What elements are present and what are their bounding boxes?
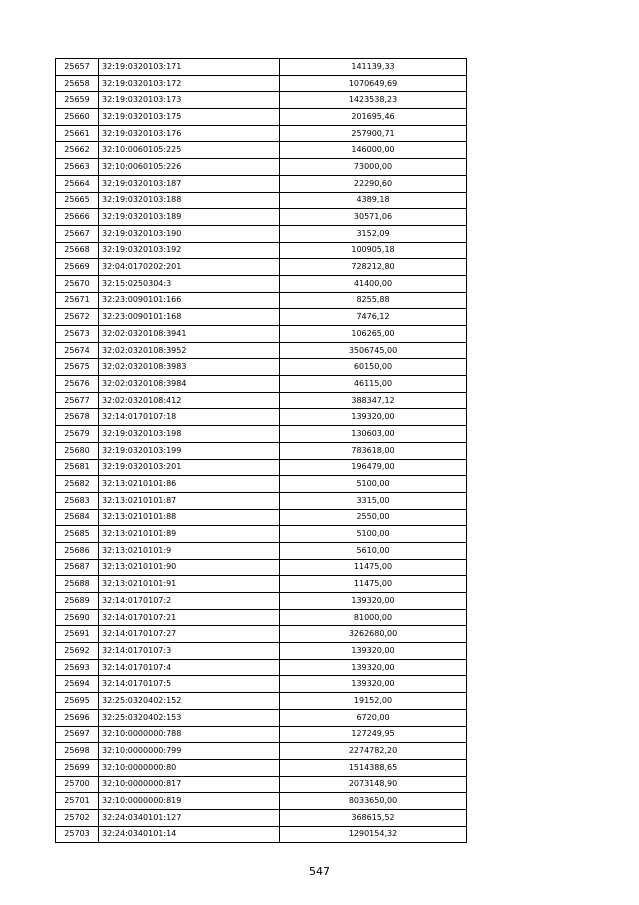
cadastral-number-cell: 32:13:0210101:86	[99, 476, 280, 493]
row-number-cell: 25701	[56, 793, 99, 810]
cadastral-number-cell: 32:14:0170107:2	[99, 593, 280, 610]
row-number-cell: 25680	[56, 442, 99, 459]
table-row	[56, 542, 467, 559]
row-number-cell: 25694	[56, 676, 99, 693]
value-cell: 196479,00	[280, 459, 467, 476]
table-row	[56, 492, 467, 509]
table-row	[56, 109, 467, 126]
table-row	[56, 743, 467, 760]
value-cell: 2550,00	[280, 509, 467, 526]
cadastral-number-cell: 32:25:0320402:153	[99, 709, 280, 726]
row-number-cell: 25688	[56, 576, 99, 593]
row-number-cell: 25666	[56, 209, 99, 226]
value-cell: 6720,00	[280, 709, 467, 726]
row-number-cell: 25665	[56, 192, 99, 209]
cadastral-number-cell: 32:02:0320108:3983	[99, 359, 280, 376]
row-number-cell: 25671	[56, 292, 99, 309]
value-cell: 388347,12	[280, 392, 467, 409]
value-cell: 11475,00	[280, 559, 467, 576]
row-number-cell: 25697	[56, 726, 99, 743]
cadastral-number-cell: 32:10:0060105:226	[99, 159, 280, 176]
cadastral-number-cell: 32:14:0170107:5	[99, 676, 280, 693]
row-number-cell: 25686	[56, 542, 99, 559]
row-number-cell: 25658	[56, 75, 99, 92]
page-number: 547	[309, 865, 330, 878]
value-cell: 3262680,00	[280, 626, 467, 643]
value-cell: 19152,00	[280, 693, 467, 710]
row-number-cell: 25674	[56, 342, 99, 359]
cadastral-number-cell: 32:19:0320103:190	[99, 225, 280, 242]
table-row	[56, 526, 467, 543]
cadastral-number-cell: 32:13:0210101:90	[99, 559, 280, 576]
table-row	[56, 326, 467, 343]
cadastral-number-cell: 32:19:0320103:192	[99, 242, 280, 259]
value-cell: 139320,00	[280, 676, 467, 693]
table-row	[56, 309, 467, 326]
table-row	[56, 59, 467, 76]
row-number-cell: 25673	[56, 326, 99, 343]
value-cell: 5100,00	[280, 526, 467, 543]
row-number-cell: 25689	[56, 593, 99, 610]
cadastral-number-cell: 32:02:0320108:412	[99, 392, 280, 409]
value-cell: 46115,00	[280, 376, 467, 393]
row-number-cell: 25698	[56, 743, 99, 760]
value-cell: 783618,00	[280, 442, 467, 459]
table-row	[56, 676, 467, 693]
cadastral-number-cell: 32:24:0340101:14	[99, 826, 280, 843]
table-row	[56, 426, 467, 443]
cadastral-number-cell: 32:10:0000000:80	[99, 759, 280, 776]
value-cell: 30571,06	[280, 209, 467, 226]
value-cell: 22290,60	[280, 175, 467, 192]
row-number-cell: 25659	[56, 92, 99, 109]
value-cell: 7476,12	[280, 309, 467, 326]
row-number-cell: 25683	[56, 492, 99, 509]
row-number-cell: 25678	[56, 409, 99, 426]
cadastral-number-cell: 32:13:0210101:89	[99, 526, 280, 543]
cadastral-number-cell: 32:19:0320103:187	[99, 175, 280, 192]
records-table-body	[56, 59, 467, 843]
table-row	[56, 709, 467, 726]
table-row	[56, 476, 467, 493]
table-row	[56, 593, 467, 610]
value-cell: 60150,00	[280, 359, 467, 376]
value-cell: 1514388,65	[280, 759, 467, 776]
value-cell: 728212,80	[280, 259, 467, 276]
cadastral-number-cell: 32:23:0090101:168	[99, 309, 280, 326]
cadastral-number-cell: 32:14:0170107:18	[99, 409, 280, 426]
table-row	[56, 726, 467, 743]
value-cell: 141139,33	[280, 59, 467, 76]
cadastral-number-cell: 32:19:0320103:171	[99, 59, 280, 76]
value-cell: 81000,00	[280, 609, 467, 626]
row-number-cell: 25669	[56, 259, 99, 276]
row-number-cell: 25692	[56, 643, 99, 660]
cadastral-number-cell: 32:10:0000000:819	[99, 793, 280, 810]
table-row	[56, 509, 467, 526]
cadastral-number-cell: 32:19:0320103:173	[99, 92, 280, 109]
table-row	[56, 826, 467, 843]
value-cell: 257900,71	[280, 125, 467, 142]
row-number-cell: 25662	[56, 142, 99, 159]
value-cell: 139320,00	[280, 643, 467, 660]
row-number-cell: 25681	[56, 459, 99, 476]
cadastral-number-cell: 32:19:0320103:175	[99, 109, 280, 126]
table-row	[56, 75, 467, 92]
cadastral-number-cell: 32:10:0000000:788	[99, 726, 280, 743]
cadastral-number-cell: 32:14:0170107:4	[99, 659, 280, 676]
cadastral-number-cell: 32:19:0320103:176	[99, 125, 280, 142]
row-number-cell: 25690	[56, 609, 99, 626]
value-cell: 1423538,23	[280, 92, 467, 109]
cadastral-number-cell: 32:19:0320103:172	[99, 75, 280, 92]
table-row	[56, 809, 467, 826]
table-row	[56, 225, 467, 242]
cadastral-number-cell: 32:15:0250304:3	[99, 275, 280, 292]
cadastral-number-cell: 32:02:0320108:3984	[99, 376, 280, 393]
value-cell: 3315,00	[280, 492, 467, 509]
table-row	[56, 459, 467, 476]
value-cell: 8033650,00	[280, 793, 467, 810]
row-number-cell: 25677	[56, 392, 99, 409]
value-cell: 8255,88	[280, 292, 467, 309]
value-cell: 2073148,90	[280, 776, 467, 793]
value-cell: 73000,00	[280, 159, 467, 176]
row-number-cell: 25691	[56, 626, 99, 643]
row-number-cell: 25695	[56, 693, 99, 710]
row-number-cell: 25670	[56, 275, 99, 292]
table-row	[56, 209, 467, 226]
row-number-cell: 25685	[56, 526, 99, 543]
table-row	[56, 659, 467, 676]
cadastral-number-cell: 32:02:0320108:3952	[99, 342, 280, 359]
table-row	[56, 125, 467, 142]
value-cell: 11475,00	[280, 576, 467, 593]
table-row	[56, 793, 467, 810]
cadastral-number-cell: 32:24:0340101:127	[99, 809, 280, 826]
table-row	[56, 192, 467, 209]
row-number-cell: 25693	[56, 659, 99, 676]
row-number-cell: 25663	[56, 159, 99, 176]
value-cell: 146000,00	[280, 142, 467, 159]
value-cell: 3506745,00	[280, 342, 467, 359]
value-cell: 100905,18	[280, 242, 467, 259]
value-cell: 4389,18	[280, 192, 467, 209]
value-cell: 41400,00	[280, 275, 467, 292]
row-number-cell: 25676	[56, 376, 99, 393]
cadastral-number-cell: 32:19:0320103:198	[99, 426, 280, 443]
row-number-cell: 25675	[56, 359, 99, 376]
cadastral-number-cell: 32:19:0320103:201	[99, 459, 280, 476]
table-row	[56, 92, 467, 109]
row-number-cell: 25668	[56, 242, 99, 259]
row-number-cell: 25679	[56, 426, 99, 443]
value-cell: 139320,00	[280, 659, 467, 676]
table-row	[56, 576, 467, 593]
cadastral-number-cell: 32:14:0170107:3	[99, 643, 280, 660]
row-number-cell: 25687	[56, 559, 99, 576]
cadastral-number-cell: 32:02:0320108:3941	[99, 326, 280, 343]
table-row	[56, 359, 467, 376]
row-number-cell: 25657	[56, 59, 99, 76]
row-number-cell: 25700	[56, 776, 99, 793]
cadastral-number-cell: 32:19:0320103:199	[99, 442, 280, 459]
row-number-cell: 25672	[56, 309, 99, 326]
value-cell: 5100,00	[280, 476, 467, 493]
table-row	[56, 175, 467, 192]
value-cell: 130603,00	[280, 426, 467, 443]
table-row	[56, 392, 467, 409]
cadastral-number-cell: 32:13:0210101:88	[99, 509, 280, 526]
table-row	[56, 342, 467, 359]
table-row	[56, 159, 467, 176]
cadastral-number-cell: 32:13:0210101:87	[99, 492, 280, 509]
cadastral-number-cell: 32:19:0320103:188	[99, 192, 280, 209]
table-row	[56, 626, 467, 643]
table-row	[56, 409, 467, 426]
value-cell: 139320,00	[280, 409, 467, 426]
table-row	[56, 292, 467, 309]
row-number-cell: 25664	[56, 175, 99, 192]
table-row	[56, 242, 467, 259]
row-number-cell: 25696	[56, 709, 99, 726]
value-cell: 1070649,69	[280, 75, 467, 92]
cadastral-number-cell: 32:19:0320103:189	[99, 209, 280, 226]
records-table	[55, 58, 467, 843]
cadastral-number-cell: 32:13:0210101:91	[99, 576, 280, 593]
row-number-cell: 25667	[56, 225, 99, 242]
cadastral-number-cell: 32:13:0210101:9	[99, 542, 280, 559]
row-number-cell: 25682	[56, 476, 99, 493]
row-number-cell: 25660	[56, 109, 99, 126]
value-cell: 1290154,32	[280, 826, 467, 843]
cadastral-number-cell: 32:23:0090101:166	[99, 292, 280, 309]
value-cell: 3152,09	[280, 225, 467, 242]
table-row	[56, 609, 467, 626]
table-row	[56, 376, 467, 393]
table-row	[56, 693, 467, 710]
value-cell: 368615,52	[280, 809, 467, 826]
cadastral-number-cell: 32:10:0000000:817	[99, 776, 280, 793]
cadastral-number-cell: 32:10:0000000:799	[99, 743, 280, 760]
cadastral-number-cell: 32:25:0320402:152	[99, 693, 280, 710]
cadastral-number-cell: 32:10:0060105:225	[99, 142, 280, 159]
value-cell: 5610,00	[280, 542, 467, 559]
row-number-cell: 25661	[56, 125, 99, 142]
value-cell: 106265,00	[280, 326, 467, 343]
row-number-cell: 25703	[56, 826, 99, 843]
table-row	[56, 559, 467, 576]
row-number-cell: 25684	[56, 509, 99, 526]
cadastral-number-cell: 32:04:0170202:201	[99, 259, 280, 276]
value-cell: 127249,95	[280, 726, 467, 743]
table-row	[56, 643, 467, 660]
cadastral-number-cell: 32:14:0170107:21	[99, 609, 280, 626]
cadastral-number-cell: 32:14:0170107:27	[99, 626, 280, 643]
row-number-cell: 25702	[56, 809, 99, 826]
table-row	[56, 776, 467, 793]
table-row	[56, 759, 467, 776]
row-number-cell: 25699	[56, 759, 99, 776]
value-cell: 139320,00	[280, 593, 467, 610]
table-row	[56, 442, 467, 459]
value-cell: 2274782,20	[280, 743, 467, 760]
value-cell: 201695,46	[280, 109, 467, 126]
table-row	[56, 275, 467, 292]
table-row	[56, 142, 467, 159]
table-row	[56, 259, 467, 276]
